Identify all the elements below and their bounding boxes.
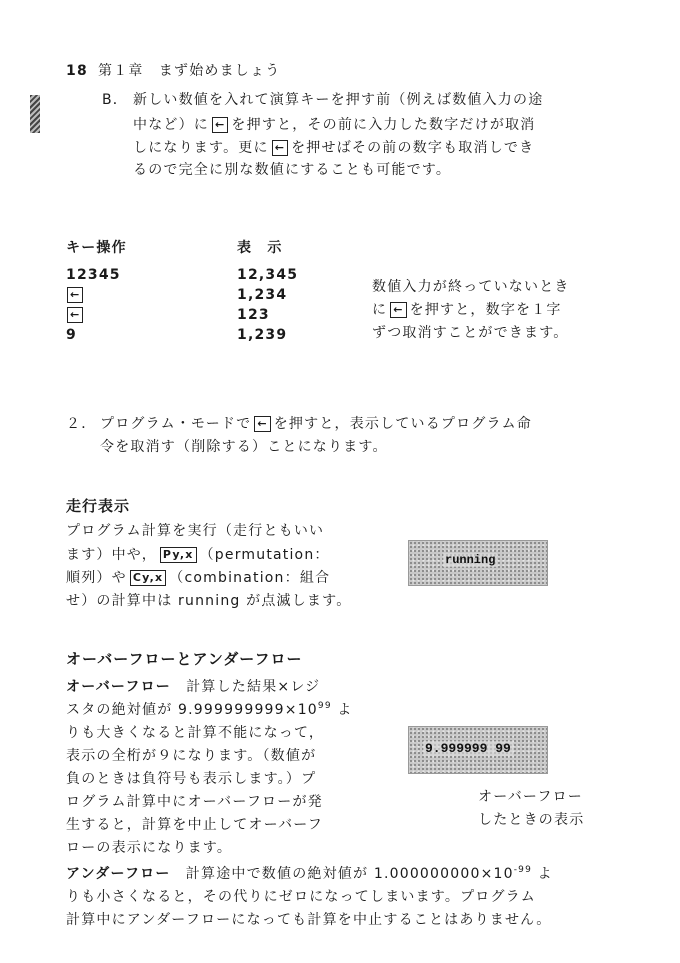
table-note-line3: ずつ取消すことができます。 bbox=[372, 325, 569, 341]
table-row-key: 12345 bbox=[66, 267, 121, 283]
table-row-display: 123 bbox=[237, 307, 270, 323]
running-display-text: running bbox=[445, 553, 496, 567]
overflow-line2a: スタの絶対値が 9.999999999×10 bbox=[66, 702, 318, 718]
table-row-display: 12,345 bbox=[237, 267, 299, 283]
item-2-line1 bbox=[100, 413, 532, 435]
backspace-key-icon: ← bbox=[254, 416, 270, 432]
page-number: 18 bbox=[66, 63, 88, 79]
item-b-label: B． bbox=[102, 92, 129, 108]
table-row-display: 1,239 bbox=[237, 327, 288, 343]
overflow-heading: オーバーフローとアンダーフロー bbox=[66, 650, 303, 668]
overflow-display-text: 9.999999 99 bbox=[425, 741, 511, 756]
backspace-key-icon: ← bbox=[272, 140, 288, 156]
running-line1: プログラム計算を実行（走行ともいい bbox=[66, 523, 325, 539]
overflow-line8: ローの表示になります。 bbox=[66, 840, 233, 856]
overflow-line4: 表示の全桁が９になります。（数値が bbox=[66, 748, 317, 764]
backspace-key-icon: ← bbox=[390, 302, 406, 318]
table-row-key: 9 bbox=[66, 327, 77, 343]
overflow-line2b: よ bbox=[331, 702, 353, 718]
combination-key-icon: Cy,x bbox=[130, 570, 166, 586]
backspace-key-icon: ← bbox=[212, 117, 228, 133]
overflow-caption-line1: オーバーフロー bbox=[478, 789, 583, 805]
overflow-caption-line2: したときの表示 bbox=[478, 812, 585, 828]
underflow-line1b: よ bbox=[532, 866, 553, 882]
backspace-key-icon: ← bbox=[67, 307, 83, 323]
running-heading: 走行表示 bbox=[66, 497, 131, 515]
table-header-key: キー操作 bbox=[66, 240, 127, 256]
running-line4: せ）の計算中は running が点滅します。 bbox=[66, 593, 352, 609]
running-line2b: （permutation： bbox=[199, 547, 330, 563]
running-line3a: 順列）や bbox=[66, 570, 127, 586]
item-b-line3 bbox=[133, 137, 534, 159]
overflow-line3: りも大きくなると計算不能になって， bbox=[66, 725, 325, 741]
running-line2 bbox=[66, 544, 330, 566]
running-line2a: ます）中や， bbox=[66, 547, 157, 563]
table-note-line2a: に bbox=[372, 302, 388, 318]
table-header-display: 表 示 bbox=[237, 240, 283, 256]
underflow-line1 bbox=[66, 863, 553, 885]
overflow-line1-text: 計算した結果×レジ bbox=[186, 679, 321, 695]
item-b-line4: るので完全に別な数値にすることも可能です。 bbox=[133, 162, 452, 178]
overflow-term: オーバーフロー bbox=[66, 679, 171, 695]
item-b-line1: 新しい数値を入れて演算キーを押す前（例えば数値入力の途 bbox=[133, 92, 544, 108]
thumb-index-tab bbox=[30, 95, 40, 133]
running-line3b: （combination：組合 bbox=[169, 570, 331, 586]
table-note-line2 bbox=[372, 299, 562, 321]
table-row-display: 1,234 bbox=[237, 287, 288, 303]
overflow-display-image bbox=[408, 726, 548, 774]
item-2-line1a: プログラム・モードで bbox=[100, 416, 252, 432]
overflow-line7: 生すると，計算を中止してオーバーフ bbox=[66, 817, 323, 833]
overflow-line1 bbox=[66, 676, 320, 698]
item-b-line2b: を押すと，その前に入力した数字だけが取消 bbox=[231, 117, 536, 133]
permutation-key-icon: Py,x bbox=[160, 547, 197, 563]
running-display-image bbox=[408, 540, 548, 586]
underflow-exponent: -99 bbox=[513, 865, 533, 875]
item-2-line1b: を押すと，表示しているプログラム命 bbox=[273, 416, 532, 432]
item-b-line3b: を押せばその前の数字も取消しでき bbox=[291, 140, 535, 156]
underflow-line2: りも小さくなると，その代りにゼロになってしまいます。プログラム bbox=[66, 889, 536, 905]
item-2-label: ２． bbox=[66, 416, 97, 432]
overflow-line6: ログラム計算中にオーバーフローが発 bbox=[66, 794, 323, 810]
overflow-line5: 負のときは負符号も表示します。）プ bbox=[66, 771, 317, 787]
item-2-line2: 令を取消す（削除する）ことになります。 bbox=[100, 439, 388, 455]
table-row-key bbox=[64, 284, 86, 306]
chapter-title: 第１章 まず始めましょう bbox=[98, 63, 281, 79]
underflow-line3: 計算中にアンダーフローになっても計算を中止することはありません。 bbox=[66, 912, 552, 928]
underflow-line1a: 計算途中で数値の絶対値が 1.000000000×10 bbox=[185, 866, 514, 882]
backspace-key-icon: ← bbox=[67, 287, 83, 303]
item-b-line2 bbox=[133, 114, 535, 136]
table-note-line1: 数値入力が終っていないとき bbox=[372, 279, 570, 295]
overflow-exponent: 99 bbox=[317, 701, 332, 711]
item-b-line3a: しになります。更に bbox=[133, 140, 269, 156]
table-row-key bbox=[64, 304, 86, 326]
underflow-term: アンダーフロー bbox=[66, 866, 171, 882]
running-line3 bbox=[66, 567, 330, 589]
table-note-line2b: を押すと，数字を１字 bbox=[409, 302, 562, 318]
item-b-line2a: 中など）に bbox=[133, 117, 209, 133]
overflow-line2 bbox=[66, 699, 353, 721]
